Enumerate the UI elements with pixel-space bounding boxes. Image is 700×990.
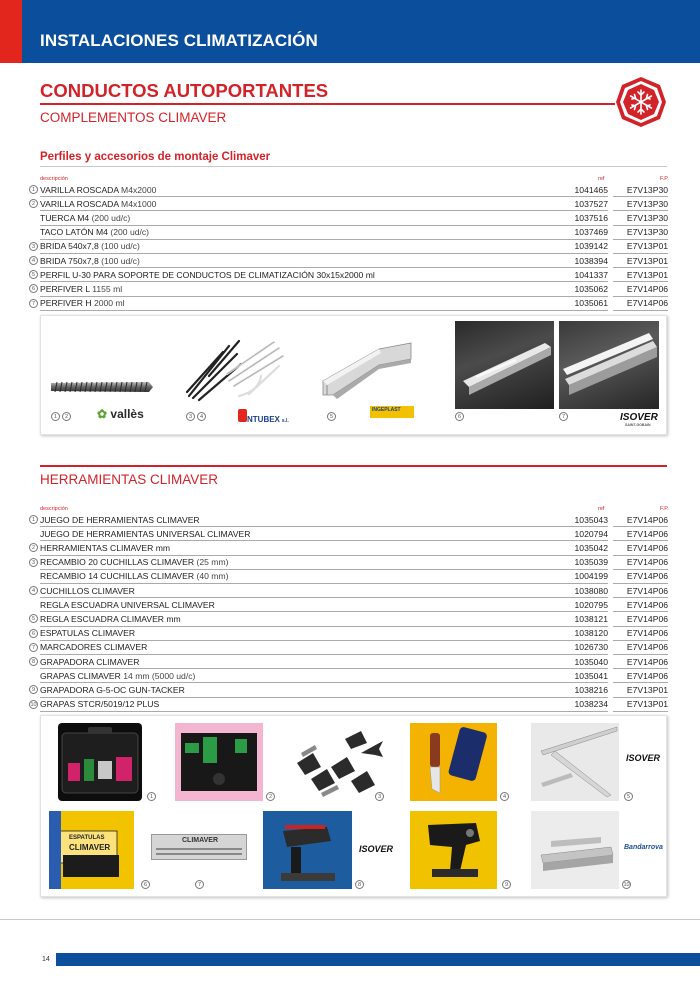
row-description: [40, 642, 580, 655]
row-name: VARILLA ROSCADA: [40, 198, 119, 209]
row-fp: E7V13P30: [613, 213, 668, 226]
group1-image-panel: [40, 315, 667, 435]
row-description: [40, 586, 580, 599]
row-description: [40, 543, 580, 556]
row-fp: E7V14P06: [613, 515, 668, 528]
row-name: CUCHILLOS CLIMAVER: [40, 585, 135, 596]
row-description: [40, 270, 580, 283]
table-row: [29, 211, 669, 225]
row-ref: 1038216: [556, 685, 608, 698]
isover-logo: ISOVER: [620, 412, 658, 423]
row-ref: 1039142: [556, 241, 608, 254]
row-suffix: (200 ud/c): [89, 212, 131, 223]
row-number-badge: 6: [29, 629, 38, 638]
row-name: GRAPADORA G-5-OC GUN-TACKER: [40, 684, 185, 695]
row-fp: E7V13P30: [613, 185, 668, 198]
markers-label: CLIMAVER: [182, 837, 219, 844]
row-fp: E7V13P01: [613, 256, 668, 269]
gun-tacker-image: [410, 811, 497, 889]
threaded-rod-image: [49, 376, 154, 398]
markers-image: [151, 834, 247, 860]
table-row: [29, 297, 669, 311]
row-number-badge: 8: [29, 657, 38, 666]
row-ref: 1038080: [556, 586, 608, 599]
row-ref: 1041337: [556, 270, 608, 283]
row-fp: E7V14P06: [613, 628, 668, 641]
row-fp: E7V14P06: [613, 600, 668, 613]
row-number-badge: 7: [29, 643, 38, 652]
row-description: [40, 284, 580, 297]
isover-logo-2: ISOVER: [626, 753, 661, 763]
row-suffix: M4x1000: [118, 198, 157, 209]
table-row: [29, 556, 669, 570]
row-name: TUERCA M4: [40, 212, 90, 223]
isover-sub: SAINT-GOBAIN: [625, 423, 651, 427]
row-description: [40, 671, 580, 684]
spatulas-box-label: ESPATULAS: [69, 835, 105, 841]
table-row: [29, 584, 669, 598]
table-row: [29, 627, 669, 641]
row-suffix: 1155 ml: [89, 283, 123, 294]
group2-image-panel: [40, 715, 667, 897]
staples-image: [531, 811, 619, 889]
header-title: INSTALACIONES CLIMATIZACIÓN: [40, 31, 318, 50]
image-label-4: 4: [500, 792, 509, 801]
table-row: [29, 240, 669, 254]
section-divider: [40, 103, 615, 105]
row-name: RECAMBIO 20 CUCHILLAS CLIMAVER: [40, 557, 195, 568]
row-description: [40, 185, 580, 198]
row-number-badge: 2: [29, 543, 38, 552]
row-name: RECAMBIO 14 CUCHILLAS CLIMAVER: [40, 571, 195, 582]
row-description: [40, 227, 580, 240]
image-label-2: 2: [62, 412, 71, 421]
row-description: [40, 699, 580, 712]
row-description: [40, 600, 580, 613]
row-number-badge: 7: [29, 299, 38, 308]
row-suffix: (25 mm): [194, 557, 229, 568]
perfiver-l-photo: [455, 321, 554, 409]
table-row: [29, 598, 669, 612]
row-ref: 1035040: [556, 657, 608, 670]
row-name: ESPATULAS CLIMAVER: [40, 628, 136, 639]
table-row: [29, 268, 669, 282]
row-number-badge: 4: [29, 586, 38, 595]
row-description: [40, 557, 580, 570]
row-ref: 1037469: [556, 227, 608, 240]
table-row: [29, 254, 669, 268]
row-fp: E7V13P01: [613, 699, 668, 712]
table-row: [29, 669, 669, 683]
row-number-badge: 1: [29, 185, 38, 194]
row-ref: 1038120: [556, 628, 608, 641]
row-fp: E7V13P30: [613, 227, 668, 240]
valles-leaf-icon: ✿: [97, 407, 108, 421]
row-name: PERFIVER H: [40, 298, 92, 309]
row-ref: 1035041: [556, 671, 608, 684]
group2-col-desc: descripción: [40, 506, 68, 512]
row-suffix: M4x2000: [118, 184, 157, 195]
row-fp: E7V14P06: [613, 543, 668, 556]
cable-ties-image: [179, 336, 289, 406]
group1-divider: [40, 166, 667, 167]
row-number-badge: 5: [29, 614, 38, 623]
table-row: [29, 655, 669, 669]
table-row: [29, 226, 669, 240]
table-row: [29, 513, 669, 527]
image-label-4: 4: [197, 412, 206, 421]
intubex-mark: [238, 409, 247, 422]
group1-title: Perfiles y accesorios de montaje Climaver: [40, 151, 271, 163]
group2-divider: [40, 465, 667, 467]
table-row: [29, 612, 669, 626]
image-label-5: 5: [327, 412, 336, 421]
page-number: 14: [42, 956, 50, 963]
group1-col-desc: descripción: [40, 176, 68, 182]
row-number-badge: 3: [29, 558, 38, 567]
row-name: HERRAMIENTAS CLIMAVER mm: [40, 542, 171, 553]
row-description: [40, 628, 580, 641]
image-label-6: 6: [141, 880, 150, 889]
footer-bar: [56, 953, 700, 966]
table-row: [29, 570, 669, 584]
square-ruler-image: [531, 723, 619, 801]
perfiver-h-photo: [559, 321, 659, 409]
image-label-9: 9: [502, 880, 511, 889]
bandarrova-logo: Bandarrova: [624, 844, 663, 851]
image-label-6: 6: [455, 412, 464, 421]
ingeplast-logo: INGEPLAST: [370, 406, 414, 418]
row-name: BRIDA 540x7,8: [40, 241, 99, 252]
row-ref: 1020794: [556, 529, 608, 542]
row-name: GRAPAS STCR/5019/12 PLUS: [40, 699, 160, 710]
row-name: JUEGO DE HERRAMIENTAS CLIMAVER: [40, 514, 200, 525]
u-profile-image: [319, 341, 419, 401]
row-fp: E7V14P06: [613, 298, 668, 311]
row-name: PERFIL U-30 PARA SOPORTE DE CONDUCTOS DE CLIMATIZACIÓN 30x15x2000 ml: [40, 269, 375, 280]
row-ref: 1038394: [556, 256, 608, 269]
row-ref: 1035061: [556, 298, 608, 311]
row-fp: E7V14P06: [613, 529, 668, 542]
row-fp: E7V14P06: [613, 557, 668, 570]
image-label-8: 8: [355, 880, 364, 889]
row-number-badge: 9: [29, 685, 38, 694]
row-ref: 1035039: [556, 557, 608, 570]
group2-col-ref: ref: [598, 506, 605, 512]
row-suffix: 2000 ml: [91, 298, 125, 309]
row-ref: 1037516: [556, 213, 608, 226]
row-ref: 1041465: [556, 185, 608, 198]
row-name: VARILLA ROSCADA: [40, 184, 119, 195]
row-fp: E7V14P06: [613, 614, 668, 627]
row-fp: E7V13P01: [613, 270, 668, 283]
section-title: CONDUCTOS AUTOPORTANTES: [40, 80, 329, 101]
spatulas-box-brand: CLIMAVER: [69, 843, 111, 852]
image-label-10: 10: [623, 882, 630, 888]
row-fp: E7V14P06: [613, 284, 668, 297]
group1-col-fp: F.P.: [660, 176, 669, 182]
row-name: MARCADORES CLIMAVER: [40, 642, 148, 653]
row-name: GRAPADORA CLIMAVER: [40, 656, 140, 667]
row-fp: E7V13P01: [613, 241, 668, 254]
image-label-2: 2: [266, 792, 275, 801]
table-row: [29, 197, 669, 211]
row-ref: 1035043: [556, 515, 608, 528]
section-subtitle: COMPLEMENTOS CLIMAVER: [40, 110, 227, 125]
tool-case-image: [58, 723, 142, 801]
row-fp: E7V14P06: [613, 671, 668, 684]
valles-logo: ✿ vallès: [97, 407, 144, 421]
row-ref: 1035062: [556, 284, 608, 297]
intubex-logo: NTUBEX s.l.: [238, 409, 289, 424]
isover-logo-3: ISOVER: [359, 844, 394, 854]
row-ref: 1035042: [556, 543, 608, 556]
table-row: [29, 698, 669, 712]
row-ref: 1026730: [556, 642, 608, 655]
image-label-3: 3: [375, 792, 384, 801]
group1-col-ref: ref: [598, 176, 605, 182]
image-label-1: 1: [51, 412, 60, 421]
row-fp: E7V14P06: [613, 642, 668, 655]
row-number-badge: 4: [29, 256, 38, 265]
row-description: [40, 515, 580, 528]
row-fp: E7V14P06: [613, 571, 668, 584]
climaver-tools-image: [175, 723, 263, 801]
row-name: GRAPAS CLIMAVER: [40, 670, 121, 681]
row-fp: E7V14P06: [613, 586, 668, 599]
row-name: TACO LATÓN M4: [40, 227, 108, 238]
row-description: [40, 614, 580, 627]
row-description: [40, 298, 580, 311]
row-suffix: (100 ud/c): [98, 255, 140, 266]
row-name: REGLA ESCUADRA CLIMAVER mm: [40, 613, 181, 624]
row-fp: E7V14P06: [613, 657, 668, 670]
row-description: [40, 241, 580, 254]
table-row: [29, 183, 669, 197]
knife-image: [410, 723, 497, 801]
row-ref: 1004199: [556, 571, 608, 584]
row-number-badge: 2: [29, 199, 38, 208]
row-fp: E7V13P30: [613, 199, 668, 212]
table-row: [29, 541, 669, 555]
row-number-badge: 1: [29, 515, 38, 524]
header-accent: [0, 0, 22, 63]
row-description: [40, 256, 580, 269]
stapler-image: [263, 811, 352, 889]
row-number-badge: 5: [29, 270, 38, 279]
group2-col-fp: F.P.: [660, 506, 669, 512]
row-name: REGLA ESCUADRA UNIVERSAL CLIMAVER: [40, 599, 215, 610]
row-name: PERFIVER L: [40, 283, 90, 294]
row-number-badge: 3: [29, 242, 38, 251]
row-number-badge: 6: [29, 284, 38, 293]
row-suffix: (40 mm): [194, 571, 229, 582]
row-ref: 1038234: [556, 699, 608, 712]
row-suffix: (100 ud/c): [98, 241, 140, 252]
row-suffix: 14 mm (5000 ud/c): [120, 670, 196, 681]
image-label-3: 3: [186, 412, 195, 421]
row-fp: E7V13P01: [613, 685, 668, 698]
row-suffix: (200 ud/c): [107, 227, 150, 238]
spatulas-box-image: [49, 811, 134, 889]
row-description: [40, 199, 580, 212]
table-row: [29, 641, 669, 655]
row-ref: 1020795: [556, 600, 608, 613]
row-description: [40, 685, 580, 698]
row-number-badge: 10: [30, 701, 37, 708]
row-ref: 1037527: [556, 199, 608, 212]
table-row: [29, 282, 669, 296]
row-description: [40, 657, 580, 670]
group2-title: HERRAMIENTAS CLIMAVER: [40, 472, 219, 487]
row-name: BRIDA 750x7,8: [40, 255, 99, 266]
table-row: [29, 527, 669, 541]
image-label-7: 7: [195, 880, 204, 889]
row-description: [40, 529, 580, 542]
image-label-1: 1: [147, 792, 156, 801]
row-ref: 1038121: [556, 614, 608, 627]
footer-divider: [0, 919, 700, 920]
snowflake-icon: [615, 76, 667, 128]
table-row: [29, 683, 669, 697]
blades-image: [291, 723, 386, 801]
row-description: [40, 213, 580, 226]
row-name: JUEGO DE HERRAMIENTAS UNIVERSAL CLIMAVER: [40, 528, 251, 539]
row-description: [40, 571, 580, 584]
image-label-5: 5: [624, 792, 633, 801]
image-label-7: 7: [559, 412, 568, 421]
